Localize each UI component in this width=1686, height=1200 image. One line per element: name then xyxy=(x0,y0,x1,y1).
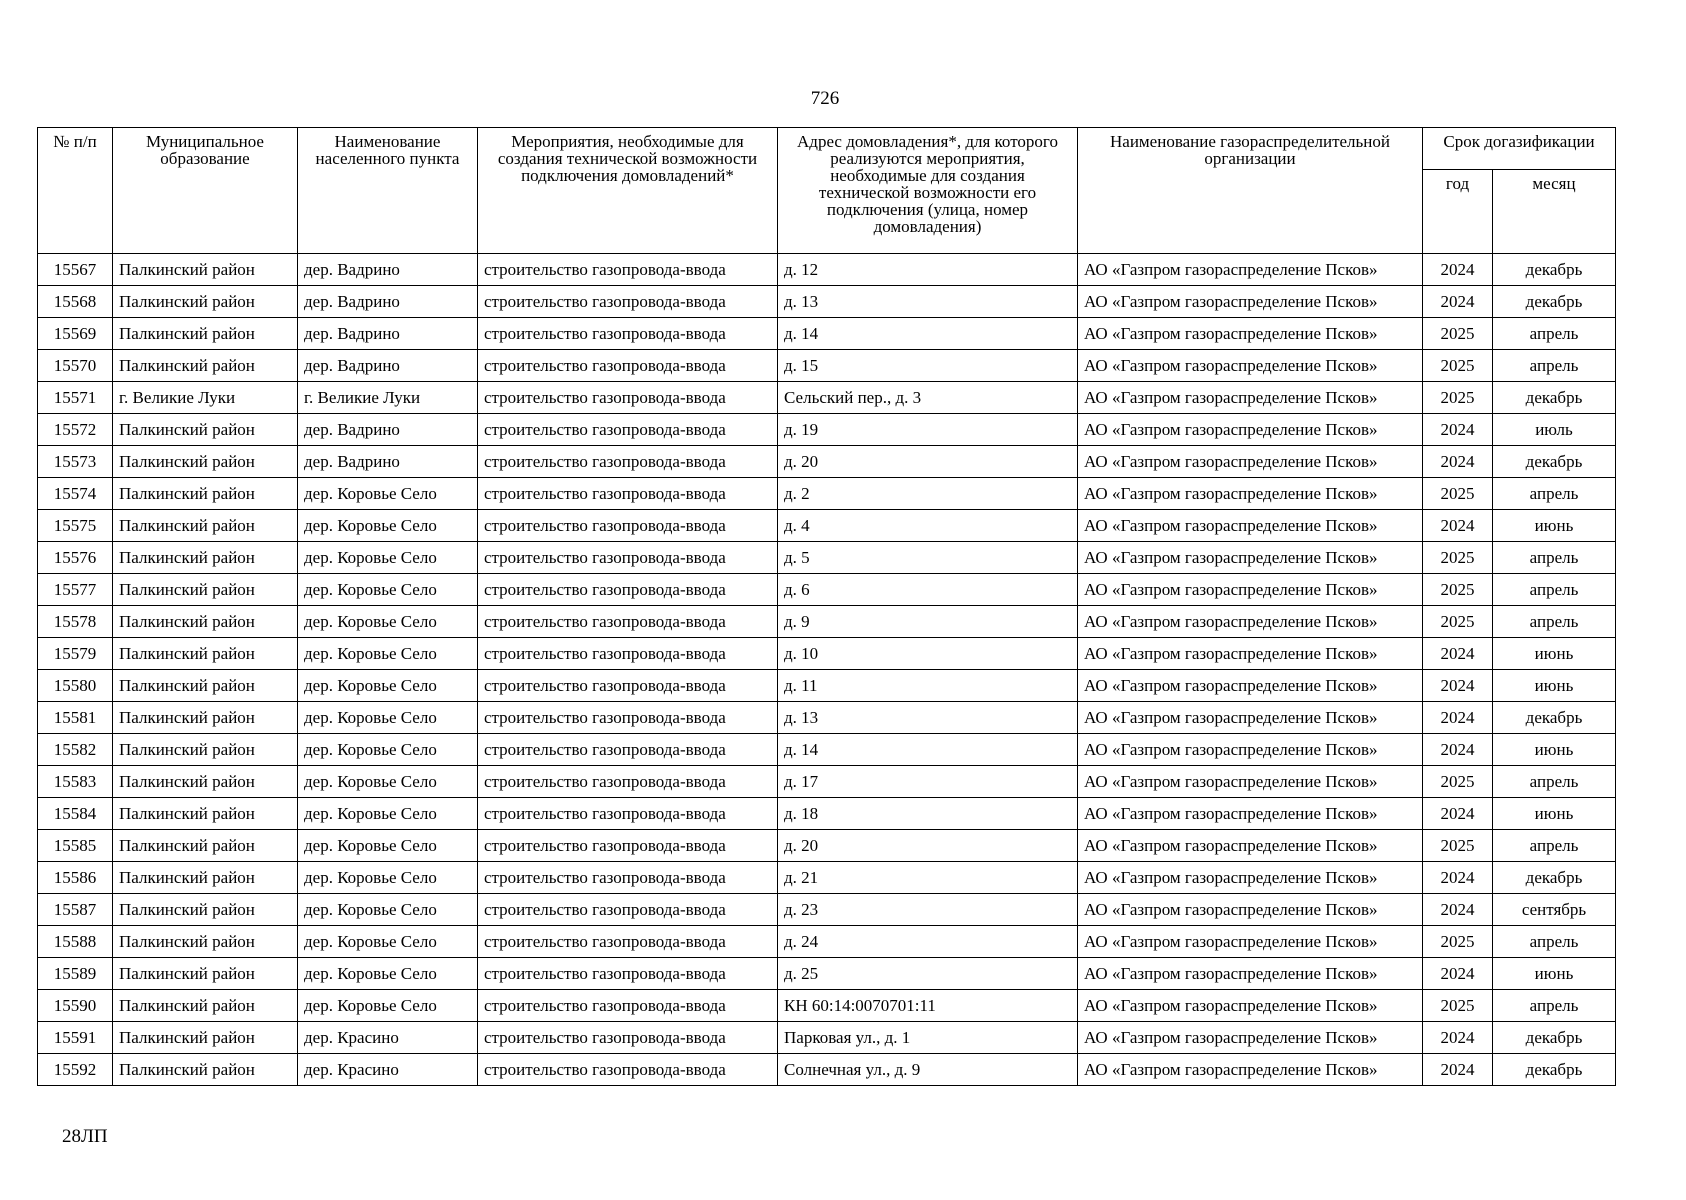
cell-municipality: Палкинский район xyxy=(113,510,298,542)
cell-measure: строительство газопровода-ввода xyxy=(478,542,778,574)
cell-year: 2024 xyxy=(1423,510,1493,542)
table-row xyxy=(38,958,1616,990)
cell-num: 15587 xyxy=(38,894,113,926)
table-row xyxy=(38,286,1616,318)
header-settlement: Наименование населенного пункта xyxy=(298,128,478,254)
cell-settlement: дер. Коровье Село xyxy=(298,670,478,702)
cell-measure: строительство газопровода-ввода xyxy=(478,1022,778,1054)
cell-organization: АО «Газпром газораспределение Псков» xyxy=(1078,382,1423,414)
cell-municipality: Палкинский район xyxy=(113,990,298,1022)
table-row xyxy=(38,830,1616,862)
cell-month: декабрь xyxy=(1493,446,1616,478)
cell-organization: АО «Газпром газораспределение Псков» xyxy=(1078,830,1423,862)
cell-address: д. 4 xyxy=(778,510,1078,542)
cell-address: д. 12 xyxy=(778,254,1078,286)
cell-measure: строительство газопровода-ввода xyxy=(478,766,778,798)
cell-municipality: Палкинский район xyxy=(113,414,298,446)
table-row xyxy=(38,734,1616,766)
cell-municipality: Палкинский район xyxy=(113,286,298,318)
cell-month: июнь xyxy=(1493,510,1616,542)
cell-year: 2024 xyxy=(1423,894,1493,926)
table-header xyxy=(38,128,1616,254)
table-row xyxy=(38,862,1616,894)
table-row xyxy=(38,254,1616,286)
cell-address: д. 18 xyxy=(778,798,1078,830)
cell-month: декабрь xyxy=(1493,1022,1616,1054)
cell-num: 15583 xyxy=(38,766,113,798)
cell-num: 15575 xyxy=(38,510,113,542)
table-body xyxy=(38,254,1616,1086)
cell-municipality: Палкинский район xyxy=(113,734,298,766)
cell-address: д. 24 xyxy=(778,926,1078,958)
header-address: Адрес домовладения*, для которого реализуются мероприятия, необходимые для создания технической возможности его подключения (улица, номер домовладения) xyxy=(778,128,1078,254)
cell-settlement: дер. Коровье Село xyxy=(298,862,478,894)
cell-municipality: Палкинский район xyxy=(113,350,298,382)
cell-organization: АО «Газпром газораспределение Псков» xyxy=(1078,510,1423,542)
cell-organization: АО «Газпром газораспределение Псков» xyxy=(1078,926,1423,958)
cell-address: Солнечная ул., д. 9 xyxy=(778,1054,1078,1086)
gasification-table-container xyxy=(37,127,1615,1086)
cell-month: июнь xyxy=(1493,798,1616,830)
cell-address: д. 15 xyxy=(778,350,1078,382)
cell-year: 2025 xyxy=(1423,606,1493,638)
cell-address: д. 14 xyxy=(778,318,1078,350)
cell-month: июнь xyxy=(1493,958,1616,990)
cell-settlement: дер. Коровье Село xyxy=(298,606,478,638)
cell-num: 15592 xyxy=(38,1054,113,1086)
cell-num: 15567 xyxy=(38,254,113,286)
cell-municipality: Палкинский район xyxy=(113,318,298,350)
cell-measure: строительство газопровода-ввода xyxy=(478,382,778,414)
cell-settlement: дер. Вадрино xyxy=(298,414,478,446)
cell-address: Сельский пер., д. 3 xyxy=(778,382,1078,414)
cell-num: 15586 xyxy=(38,862,113,894)
cell-address: д. 14 xyxy=(778,734,1078,766)
cell-year: 2025 xyxy=(1423,318,1493,350)
cell-organization: АО «Газпром газораспределение Псков» xyxy=(1078,446,1423,478)
cell-num: 15577 xyxy=(38,574,113,606)
cell-organization: АО «Газпром газораспределение Псков» xyxy=(1078,350,1423,382)
cell-num: 15568 xyxy=(38,286,113,318)
cell-settlement: дер. Коровье Село xyxy=(298,702,478,734)
cell-municipality: Палкинский район xyxy=(113,830,298,862)
cell-municipality: Палкинский район xyxy=(113,766,298,798)
cell-settlement: дер. Вадрино xyxy=(298,254,478,286)
table-row xyxy=(38,446,1616,478)
cell-address: д. 2 xyxy=(778,478,1078,510)
cell-num: 15584 xyxy=(38,798,113,830)
cell-organization: АО «Газпром газораспределение Псков» xyxy=(1078,670,1423,702)
cell-month: июль xyxy=(1493,414,1616,446)
cell-month: декабрь xyxy=(1493,382,1616,414)
cell-month: декабрь xyxy=(1493,254,1616,286)
cell-address: д. 11 xyxy=(778,670,1078,702)
cell-year: 2024 xyxy=(1423,254,1493,286)
cell-settlement: дер. Вадрино xyxy=(298,350,478,382)
cell-num: 15569 xyxy=(38,318,113,350)
cell-organization: АО «Газпром газораспределение Псков» xyxy=(1078,606,1423,638)
cell-num: 15572 xyxy=(38,414,113,446)
table-row xyxy=(38,670,1616,702)
cell-municipality: Палкинский район xyxy=(113,862,298,894)
cell-year: 2025 xyxy=(1423,766,1493,798)
cell-month: апрель xyxy=(1493,830,1616,862)
table-row xyxy=(38,926,1616,958)
cell-measure: строительство газопровода-ввода xyxy=(478,830,778,862)
cell-settlement: дер. Вадрино xyxy=(298,286,478,318)
cell-organization: АО «Газпром газораспределение Псков» xyxy=(1078,254,1423,286)
cell-organization: АО «Газпром газораспределение Псков» xyxy=(1078,958,1423,990)
cell-municipality: Палкинский район xyxy=(113,798,298,830)
cell-year: 2025 xyxy=(1423,990,1493,1022)
cell-settlement: дер. Коровье Село xyxy=(298,894,478,926)
cell-measure: строительство газопровода-ввода xyxy=(478,734,778,766)
cell-settlement: дер. Коровье Село xyxy=(298,510,478,542)
cell-num: 15585 xyxy=(38,830,113,862)
cell-num: 15570 xyxy=(38,350,113,382)
cell-address: Парковая ул., д. 1 xyxy=(778,1022,1078,1054)
cell-year: 2025 xyxy=(1423,478,1493,510)
cell-year: 2025 xyxy=(1423,350,1493,382)
table-row xyxy=(38,478,1616,510)
cell-year: 2024 xyxy=(1423,638,1493,670)
cell-year: 2024 xyxy=(1423,862,1493,894)
cell-settlement: дер. Красино xyxy=(298,1022,478,1054)
cell-measure: строительство газопровода-ввода xyxy=(478,286,778,318)
cell-measure: строительство газопровода-ввода xyxy=(478,958,778,990)
cell-settlement: дер. Красино xyxy=(298,1054,478,1086)
cell-municipality: Палкинский район xyxy=(113,670,298,702)
header-municipality: Муниципальное образование xyxy=(113,128,298,254)
table-row xyxy=(38,510,1616,542)
cell-address: д. 20 xyxy=(778,446,1078,478)
cell-address: д. 6 xyxy=(778,574,1078,606)
cell-measure: строительство газопровода-ввода xyxy=(478,254,778,286)
cell-measure: строительство газопровода-ввода xyxy=(478,798,778,830)
cell-month: апрель xyxy=(1493,478,1616,510)
table-row xyxy=(38,990,1616,1022)
cell-organization: АО «Газпром газораспределение Псков» xyxy=(1078,1054,1423,1086)
cell-month: июнь xyxy=(1493,734,1616,766)
table-row xyxy=(38,574,1616,606)
cell-address: д. 25 xyxy=(778,958,1078,990)
cell-year: 2024 xyxy=(1423,414,1493,446)
cell-organization: АО «Газпром газораспределение Псков» xyxy=(1078,862,1423,894)
cell-organization: АО «Газпром газораспределение Псков» xyxy=(1078,766,1423,798)
cell-organization: АО «Газпром газораспределение Псков» xyxy=(1078,894,1423,926)
cell-settlement: дер. Коровье Село xyxy=(298,478,478,510)
cell-year: 2025 xyxy=(1423,830,1493,862)
cell-measure: строительство газопровода-ввода xyxy=(478,446,778,478)
header-organization: Наименование газораспределительной организации xyxy=(1078,128,1423,254)
table-row xyxy=(38,766,1616,798)
table-row xyxy=(38,894,1616,926)
cell-municipality: Палкинский район xyxy=(113,958,298,990)
cell-address: д. 5 xyxy=(778,542,1078,574)
header-num: № п/п xyxy=(38,128,113,254)
cell-organization: АО «Газпром газораспределение Псков» xyxy=(1078,414,1423,446)
cell-address: КН 60:14:0070701:11 xyxy=(778,990,1078,1022)
cell-measure: строительство газопровода-ввода xyxy=(478,414,778,446)
cell-settlement: дер. Коровье Село xyxy=(298,926,478,958)
cell-num: 15591 xyxy=(38,1022,113,1054)
table-row xyxy=(38,350,1616,382)
cell-settlement: дер. Вадрино xyxy=(298,446,478,478)
cell-num: 15576 xyxy=(38,542,113,574)
cell-organization: АО «Газпром газораспределение Псков» xyxy=(1078,734,1423,766)
cell-municipality: Палкинский район xyxy=(113,1054,298,1086)
cell-measure: строительство газопровода-ввода xyxy=(478,670,778,702)
header-measures: Мероприятия, необходимые для создания технической возможности подключения домовладений* xyxy=(478,128,778,254)
table-row xyxy=(38,1054,1616,1086)
cell-organization: АО «Газпром газораспределение Псков» xyxy=(1078,702,1423,734)
cell-year: 2024 xyxy=(1423,670,1493,702)
header-month: месяц xyxy=(1493,170,1616,254)
cell-measure: строительство газопровода-ввода xyxy=(478,894,778,926)
cell-year: 2024 xyxy=(1423,734,1493,766)
cell-year: 2024 xyxy=(1423,1022,1493,1054)
cell-municipality: Палкинский район xyxy=(113,1022,298,1054)
cell-month: декабрь xyxy=(1493,702,1616,734)
cell-measure: строительство газопровода-ввода xyxy=(478,478,778,510)
cell-num: 15589 xyxy=(38,958,113,990)
cell-month: декабрь xyxy=(1493,286,1616,318)
cell-settlement: дер. Коровье Село xyxy=(298,990,478,1022)
table-row xyxy=(38,702,1616,734)
cell-num: 15590 xyxy=(38,990,113,1022)
cell-address: д. 10 xyxy=(778,638,1078,670)
cell-year: 2024 xyxy=(1423,958,1493,990)
cell-settlement: дер. Коровье Село xyxy=(298,574,478,606)
cell-municipality: Палкинский район xyxy=(113,254,298,286)
cell-settlement: г. Великие Луки xyxy=(298,382,478,414)
cell-settlement: дер. Коровье Село xyxy=(298,638,478,670)
cell-address: д. 9 xyxy=(778,606,1078,638)
cell-measure: строительство газопровода-ввода xyxy=(478,926,778,958)
cell-year: 2024 xyxy=(1423,1054,1493,1086)
cell-num: 15579 xyxy=(38,638,113,670)
cell-num: 15581 xyxy=(38,702,113,734)
cell-settlement: дер. Коровье Село xyxy=(298,542,478,574)
cell-address: д. 20 xyxy=(778,830,1078,862)
table-row xyxy=(38,606,1616,638)
cell-num: 15588 xyxy=(38,926,113,958)
cell-measure: строительство газопровода-ввода xyxy=(478,318,778,350)
cell-municipality: Палкинский район xyxy=(113,702,298,734)
cell-year: 2025 xyxy=(1423,382,1493,414)
cell-num: 15582 xyxy=(38,734,113,766)
cell-measure: строительство газопровода-ввода xyxy=(478,350,778,382)
cell-organization: АО «Газпром газораспределение Псков» xyxy=(1078,990,1423,1022)
cell-num: 15578 xyxy=(38,606,113,638)
cell-organization: АО «Газпром газораспределение Псков» xyxy=(1078,1022,1423,1054)
cell-municipality: г. Великие Луки xyxy=(113,382,298,414)
table-row xyxy=(38,542,1616,574)
cell-municipality: Палкинский район xyxy=(113,446,298,478)
header-year: год xyxy=(1423,170,1493,254)
cell-month: апрель xyxy=(1493,574,1616,606)
table-row xyxy=(38,1022,1616,1054)
cell-month: декабрь xyxy=(1493,1054,1616,1086)
header-deadline: Срок догазификации xyxy=(1423,128,1616,170)
cell-municipality: Палкинский район xyxy=(113,574,298,606)
cell-settlement: дер. Коровье Село xyxy=(298,830,478,862)
cell-settlement: дер. Коровье Село xyxy=(298,734,478,766)
cell-settlement: дер. Коровье Село xyxy=(298,958,478,990)
cell-organization: АО «Газпром газораспределение Псков» xyxy=(1078,286,1423,318)
cell-organization: АО «Газпром газораспределение Псков» xyxy=(1078,574,1423,606)
cell-num: 15571 xyxy=(38,382,113,414)
cell-year: 2024 xyxy=(1423,286,1493,318)
cell-month: июнь xyxy=(1493,670,1616,702)
cell-address: д. 21 xyxy=(778,862,1078,894)
table-row xyxy=(38,798,1616,830)
cell-month: апрель xyxy=(1493,542,1616,574)
cell-address: д. 19 xyxy=(778,414,1078,446)
cell-year: 2024 xyxy=(1423,798,1493,830)
cell-num: 15574 xyxy=(38,478,113,510)
cell-municipality: Палкинский район xyxy=(113,894,298,926)
cell-address: д. 17 xyxy=(778,766,1078,798)
cell-year: 2024 xyxy=(1423,702,1493,734)
cell-measure: строительство газопровода-ввода xyxy=(478,702,778,734)
cell-measure: строительство газопровода-ввода xyxy=(478,638,778,670)
table-row xyxy=(38,318,1616,350)
footer-code: 28ЛП xyxy=(62,1126,108,1147)
cell-month: апрель xyxy=(1493,350,1616,382)
page-number: 726 xyxy=(810,88,840,109)
cell-num: 15580 xyxy=(38,670,113,702)
cell-municipality: Палкинский район xyxy=(113,542,298,574)
cell-organization: АО «Газпром газораспределение Псков» xyxy=(1078,318,1423,350)
cell-month: апрель xyxy=(1493,606,1616,638)
cell-settlement: дер. Коровье Село xyxy=(298,798,478,830)
cell-month: июнь xyxy=(1493,638,1616,670)
cell-measure: строительство газопровода-ввода xyxy=(478,862,778,894)
table-row xyxy=(38,382,1616,414)
cell-month: апрель xyxy=(1493,926,1616,958)
cell-settlement: дер. Вадрино xyxy=(298,318,478,350)
cell-municipality: Палкинский район xyxy=(113,638,298,670)
cell-municipality: Палкинский район xyxy=(113,478,298,510)
cell-measure: строительство газопровода-ввода xyxy=(478,1054,778,1086)
cell-organization: АО «Газпром газораспределение Псков» xyxy=(1078,638,1423,670)
cell-month: сентябрь xyxy=(1493,894,1616,926)
cell-year: 2025 xyxy=(1423,926,1493,958)
cell-measure: строительство газопровода-ввода xyxy=(478,574,778,606)
cell-year: 2024 xyxy=(1423,446,1493,478)
cell-year: 2025 xyxy=(1423,574,1493,606)
cell-organization: АО «Газпром газораспределение Псков» xyxy=(1078,478,1423,510)
gasification-table xyxy=(37,127,1616,1086)
cell-organization: АО «Газпром газораспределение Псков» xyxy=(1078,798,1423,830)
cell-municipality: Палкинский район xyxy=(113,606,298,638)
table-row xyxy=(38,414,1616,446)
cell-address: д. 13 xyxy=(778,702,1078,734)
cell-measure: строительство газопровода-ввода xyxy=(478,510,778,542)
cell-municipality: Палкинский район xyxy=(113,926,298,958)
cell-month: апрель xyxy=(1493,990,1616,1022)
cell-month: апрель xyxy=(1493,766,1616,798)
cell-num: 15573 xyxy=(38,446,113,478)
table-row xyxy=(38,638,1616,670)
cell-address: д. 23 xyxy=(778,894,1078,926)
cell-organization: АО «Газпром газораспределение Псков» xyxy=(1078,542,1423,574)
cell-measure: строительство газопровода-ввода xyxy=(478,990,778,1022)
cell-measure: строительство газопровода-ввода xyxy=(478,606,778,638)
cell-year: 2025 xyxy=(1423,542,1493,574)
cell-month: апрель xyxy=(1493,318,1616,350)
cell-settlement: дер. Коровье Село xyxy=(298,766,478,798)
cell-month: декабрь xyxy=(1493,862,1616,894)
cell-address: д. 13 xyxy=(778,286,1078,318)
